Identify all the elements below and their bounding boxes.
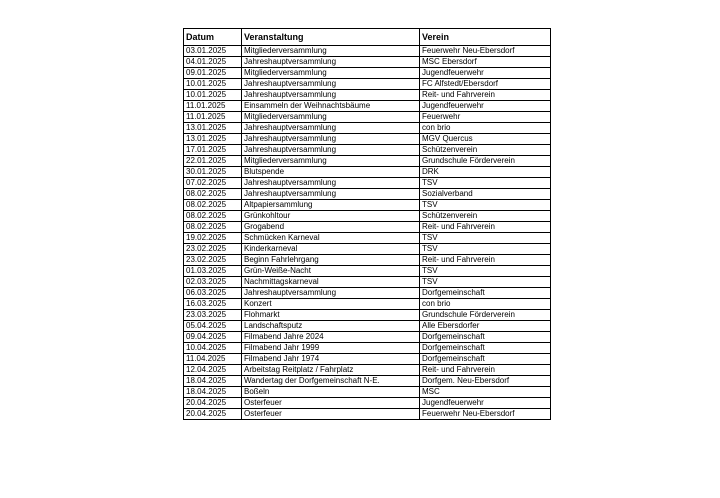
cell-event: Boßeln <box>242 387 420 398</box>
cell-club: MSC <box>420 387 551 398</box>
cell-event: Jahreshauptversammlung <box>242 145 420 156</box>
cell-event: Osterfeuer <box>242 398 420 409</box>
cell-club: Schützenverein <box>420 145 551 156</box>
cell-date: 20.04.2025 <box>184 409 242 420</box>
table-body <box>184 46 551 420</box>
table-row <box>184 46 551 57</box>
table-row <box>184 299 551 310</box>
cell-club: Dorfgemeinschaft <box>420 354 551 365</box>
table-row <box>184 310 551 321</box>
cell-date: 16.03.2025 <box>184 299 242 310</box>
cell-date: 10.04.2025 <box>184 343 242 354</box>
cell-club: Reit- und Fahrverein <box>420 90 551 101</box>
table-row <box>184 189 551 200</box>
cell-date: 01.03.2025 <box>184 266 242 277</box>
table-row <box>184 101 551 112</box>
cell-club: Dorfgemeinschaft <box>420 332 551 343</box>
table-row <box>184 79 551 90</box>
cell-date: 07.02.2025 <box>184 178 242 189</box>
event-table-container <box>183 28 551 420</box>
cell-date: 11.01.2025 <box>184 112 242 123</box>
header-verein: Verein <box>420 29 551 46</box>
cell-club: TSV <box>420 178 551 189</box>
cell-date: 17.01.2025 <box>184 145 242 156</box>
table-row <box>184 277 551 288</box>
cell-date: 06.03.2025 <box>184 288 242 299</box>
cell-club: Jugendfeuerwehr <box>420 101 551 112</box>
table-row <box>184 365 551 376</box>
table-header-row <box>184 29 551 46</box>
cell-club: con brio <box>420 123 551 134</box>
cell-date: 23.03.2025 <box>184 310 242 321</box>
table-row <box>184 409 551 420</box>
table-row <box>184 178 551 189</box>
cell-event: Jahreshauptversammlung <box>242 57 420 68</box>
table-row <box>184 200 551 211</box>
cell-date: 13.01.2025 <box>184 123 242 134</box>
table-row <box>184 123 551 134</box>
cell-date: 22.01.2025 <box>184 156 242 167</box>
table-row <box>184 398 551 409</box>
cell-event: Filmabend Jahr 1974 <box>242 354 420 365</box>
table-row <box>184 343 551 354</box>
cell-event: Kinderkarneval <box>242 244 420 255</box>
cell-club: Grundschule Förderverein <box>420 310 551 321</box>
cell-event: Einsammeln der Weihnachtsbäume <box>242 101 420 112</box>
cell-date: 18.04.2025 <box>184 387 242 398</box>
cell-date: 12.04.2025 <box>184 365 242 376</box>
cell-event: Mitgliederversammlung <box>242 46 420 57</box>
cell-date: 23.02.2025 <box>184 244 242 255</box>
cell-date: 08.02.2025 <box>184 211 242 222</box>
header-datum: Datum <box>184 29 242 46</box>
cell-event: Grün-Weiße-Nacht <box>242 266 420 277</box>
cell-club: Dorfgemeinschaft <box>420 288 551 299</box>
cell-event: Beginn Fahrlehrgang <box>242 255 420 266</box>
table-row <box>184 57 551 68</box>
cell-event: Jahreshauptversammlung <box>242 189 420 200</box>
cell-event: Filmabend Jahre 2024 <box>242 332 420 343</box>
cell-event: Jahreshauptversammlung <box>242 123 420 134</box>
cell-club: MGV Quercus <box>420 134 551 145</box>
cell-club: Schützenverein <box>420 211 551 222</box>
cell-event: Jahreshauptversammlung <box>242 178 420 189</box>
cell-club: TSV <box>420 233 551 244</box>
table-row <box>184 222 551 233</box>
header-veranstaltung: Veranstaltung <box>242 29 420 46</box>
cell-date: 08.02.2025 <box>184 189 242 200</box>
cell-event: Altpapiersammlung <box>242 200 420 211</box>
cell-event: Konzert <box>242 299 420 310</box>
table-row <box>184 255 551 266</box>
table-row <box>184 387 551 398</box>
cell-event: Jahreshauptversammlung <box>242 288 420 299</box>
cell-date: 11.04.2025 <box>184 354 242 365</box>
table-row <box>184 266 551 277</box>
cell-date: 04.01.2025 <box>184 57 242 68</box>
cell-date: 08.02.2025 <box>184 200 242 211</box>
cell-club: Feuerwehr Neu-Ebersdorf <box>420 409 551 420</box>
cell-date: 19.02.2025 <box>184 233 242 244</box>
table-row <box>184 90 551 101</box>
cell-event: Landschaftsputz <box>242 321 420 332</box>
cell-event: Jahreshauptversammlung <box>242 79 420 90</box>
cell-date: 30.01.2025 <box>184 167 242 178</box>
cell-club: TSV <box>420 244 551 255</box>
cell-event: Osterfeuer <box>242 409 420 420</box>
table-row <box>184 354 551 365</box>
cell-event: Wandertag der Dorfgemeinschaft N-E. <box>242 376 420 387</box>
cell-club: Dorfgem. Neu-Ebersdorf <box>420 376 551 387</box>
table-row <box>184 112 551 123</box>
cell-date: 02.03.2025 <box>184 277 242 288</box>
cell-club: MSC Ebersdorf <box>420 57 551 68</box>
table-row <box>184 376 551 387</box>
cell-club: Alle Ebersdorfer <box>420 321 551 332</box>
cell-event: Arbeitstag Reitplatz / Fahrplatz <box>242 365 420 376</box>
cell-club: Reit- und Fahrverein <box>420 222 551 233</box>
cell-club: Feuerwehr <box>420 112 551 123</box>
cell-club: Feuerwehr Neu-Ebersdorf <box>420 46 551 57</box>
table-row <box>184 332 551 343</box>
cell-event: Grünkohltour <box>242 211 420 222</box>
table-row <box>184 321 551 332</box>
cell-club: DRK <box>420 167 551 178</box>
cell-club: Grundschule Förderverein <box>420 156 551 167</box>
cell-club: TSV <box>420 266 551 277</box>
cell-date: 11.01.2025 <box>184 101 242 112</box>
cell-event: Mitgliederversammlung <box>242 112 420 123</box>
cell-event: Nachmittagskarneval <box>242 277 420 288</box>
table-row <box>184 233 551 244</box>
cell-club: Reit- und Fahrverein <box>420 255 551 266</box>
cell-date: 05.04.2025 <box>184 321 242 332</box>
table-row <box>184 134 551 145</box>
cell-club: Jugendfeuerwehr <box>420 398 551 409</box>
cell-event: Schmücken Karneval <box>242 233 420 244</box>
cell-date: 08.02.2025 <box>184 222 242 233</box>
cell-club: Sozialverband <box>420 189 551 200</box>
cell-club: Reit- und Fahrverein <box>420 365 551 376</box>
cell-club: con brio <box>420 299 551 310</box>
table-row <box>184 167 551 178</box>
cell-date: 13.01.2025 <box>184 134 242 145</box>
cell-date: 10.01.2025 <box>184 90 242 101</box>
cell-date: 18.04.2025 <box>184 376 242 387</box>
table-row <box>184 68 551 79</box>
cell-event: Filmabend Jahr 1999 <box>242 343 420 354</box>
table-row <box>184 244 551 255</box>
table-row <box>184 156 551 167</box>
table-row <box>184 145 551 156</box>
cell-event: Mitgliederversammlung <box>242 156 420 167</box>
cell-event: Mitgliederversammlung <box>242 68 420 79</box>
cell-event: Jahreshauptversammlung <box>242 134 420 145</box>
cell-date: 03.01.2025 <box>184 46 242 57</box>
cell-event: Flohmarkt <box>242 310 420 321</box>
cell-event: Blutspende <box>242 167 420 178</box>
cell-event: Jahreshauptversammlung <box>242 90 420 101</box>
cell-club: TSV <box>420 277 551 288</box>
cell-club: Jugendfeuerwehr <box>420 68 551 79</box>
cell-date: 09.01.2025 <box>184 68 242 79</box>
cell-date: 09.04.2025 <box>184 332 242 343</box>
table-row <box>184 211 551 222</box>
cell-date: 20.04.2025 <box>184 398 242 409</box>
cell-club: TSV <box>420 200 551 211</box>
table-row <box>184 288 551 299</box>
cell-club: Dorfgemeinschaft <box>420 343 551 354</box>
cell-club: FC Alfstedt/Ebersdorf <box>420 79 551 90</box>
cell-event: Grogabend <box>242 222 420 233</box>
cell-date: 10.01.2025 <box>184 79 242 90</box>
event-table <box>183 28 551 420</box>
cell-date: 23.02.2025 <box>184 255 242 266</box>
